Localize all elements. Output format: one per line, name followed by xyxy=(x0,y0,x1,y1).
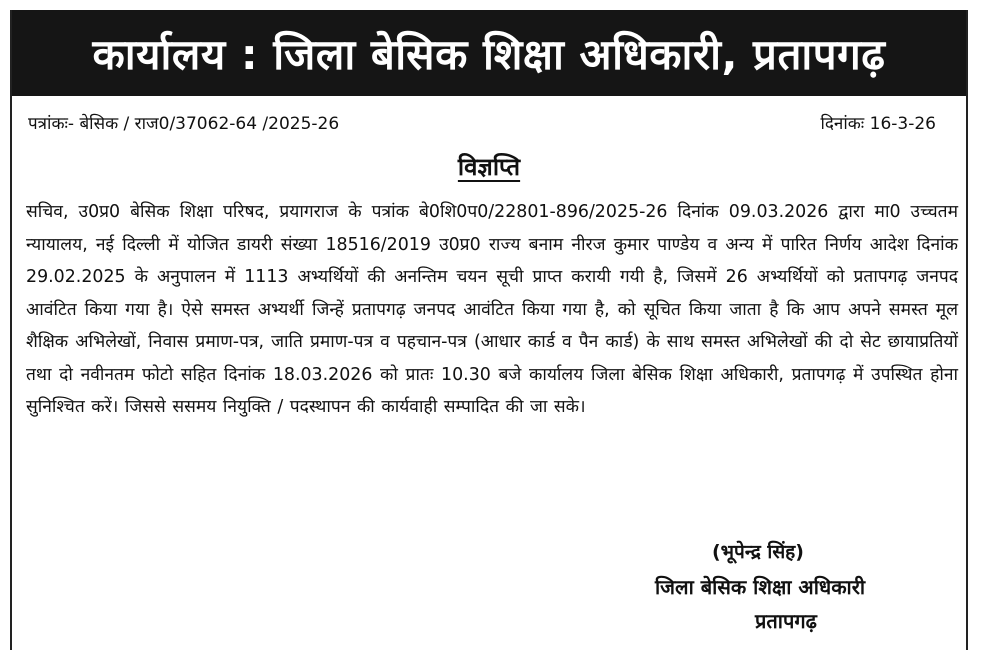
signatory-designation: जिला बेसिक शिक्षा अधिकारी xyxy=(655,575,866,599)
notice-body: सचिव, उ0प्र0 बेसिक शिक्षा परिषद, प्रयागराज के पत्रांक बे0शि0प0/22801-896/2025-26 दिनांक 09.03.2026 द्वारा मा0 उच्चतम न्यायालय, नई दिल्ली में योजित डायरी संख्या 18516/2019 उ0प्र0 राज्य बनाम नीरज कुमार पाण्डेय व अन्य में पारित निर्णय आदेश दिनांक 29.02.2025 के अनुपालन में 1113 अभ्यर्थियों की अनन्तिम चयन सूची प्राप्त करायी गयी है, जिसमें 26 अभ्यर्थियों को प्रतापगढ़ जनपद आवंटित किया गया है। ऐसे समस्त अभ्यर्थी जिन्हें प्रतापगढ़ जनपद आवंटित किया गया है, को सूचित किया जाता है कि आप अपने समस्त मूल शैक्षिक अभिलेखों, निवास प्रमाण-पत्र, जाति प्रमाण-पत्र व पहचान-पत्र (आधार कार्ड व पैन कार्ड) के साथ समस्त अभिलेखों की दो सेट छायाप्रतियों तथा दो नवीनतम फोटो सहित दिनांक 18.03.2026 को प्रातः 10.30 बजे कार्यालय जिला बेसिक शिक्षा अधिकारी, प्रतापगढ़ में उपस्थित होना सुनिश्चित करें। जिससे ससमय नियुक्ति / पदस्थापन की कार्यवाही सम्पादित की जा सके। xyxy=(26,202,958,417)
office-title: कार्यालय : जिला बेसिक शिक्षा अधिकारी, प्रतापगढ़ xyxy=(92,29,886,79)
signatory-place: प्रतापगढ़ xyxy=(755,609,817,633)
signatory-name: (भूपेन्द्र सिंह) xyxy=(712,541,804,563)
notice-document xyxy=(10,10,968,650)
reference-date: दिनांकः 16-3-26 xyxy=(820,114,936,134)
reference-row xyxy=(28,111,948,141)
office-header-bar xyxy=(12,10,966,96)
notice-heading-text: विज्ञप्ति xyxy=(457,153,521,181)
reference-number: पत्रांकः- बेसिक / राज0/37062-64 /2025-26 xyxy=(28,114,340,134)
notice-heading xyxy=(12,150,966,183)
